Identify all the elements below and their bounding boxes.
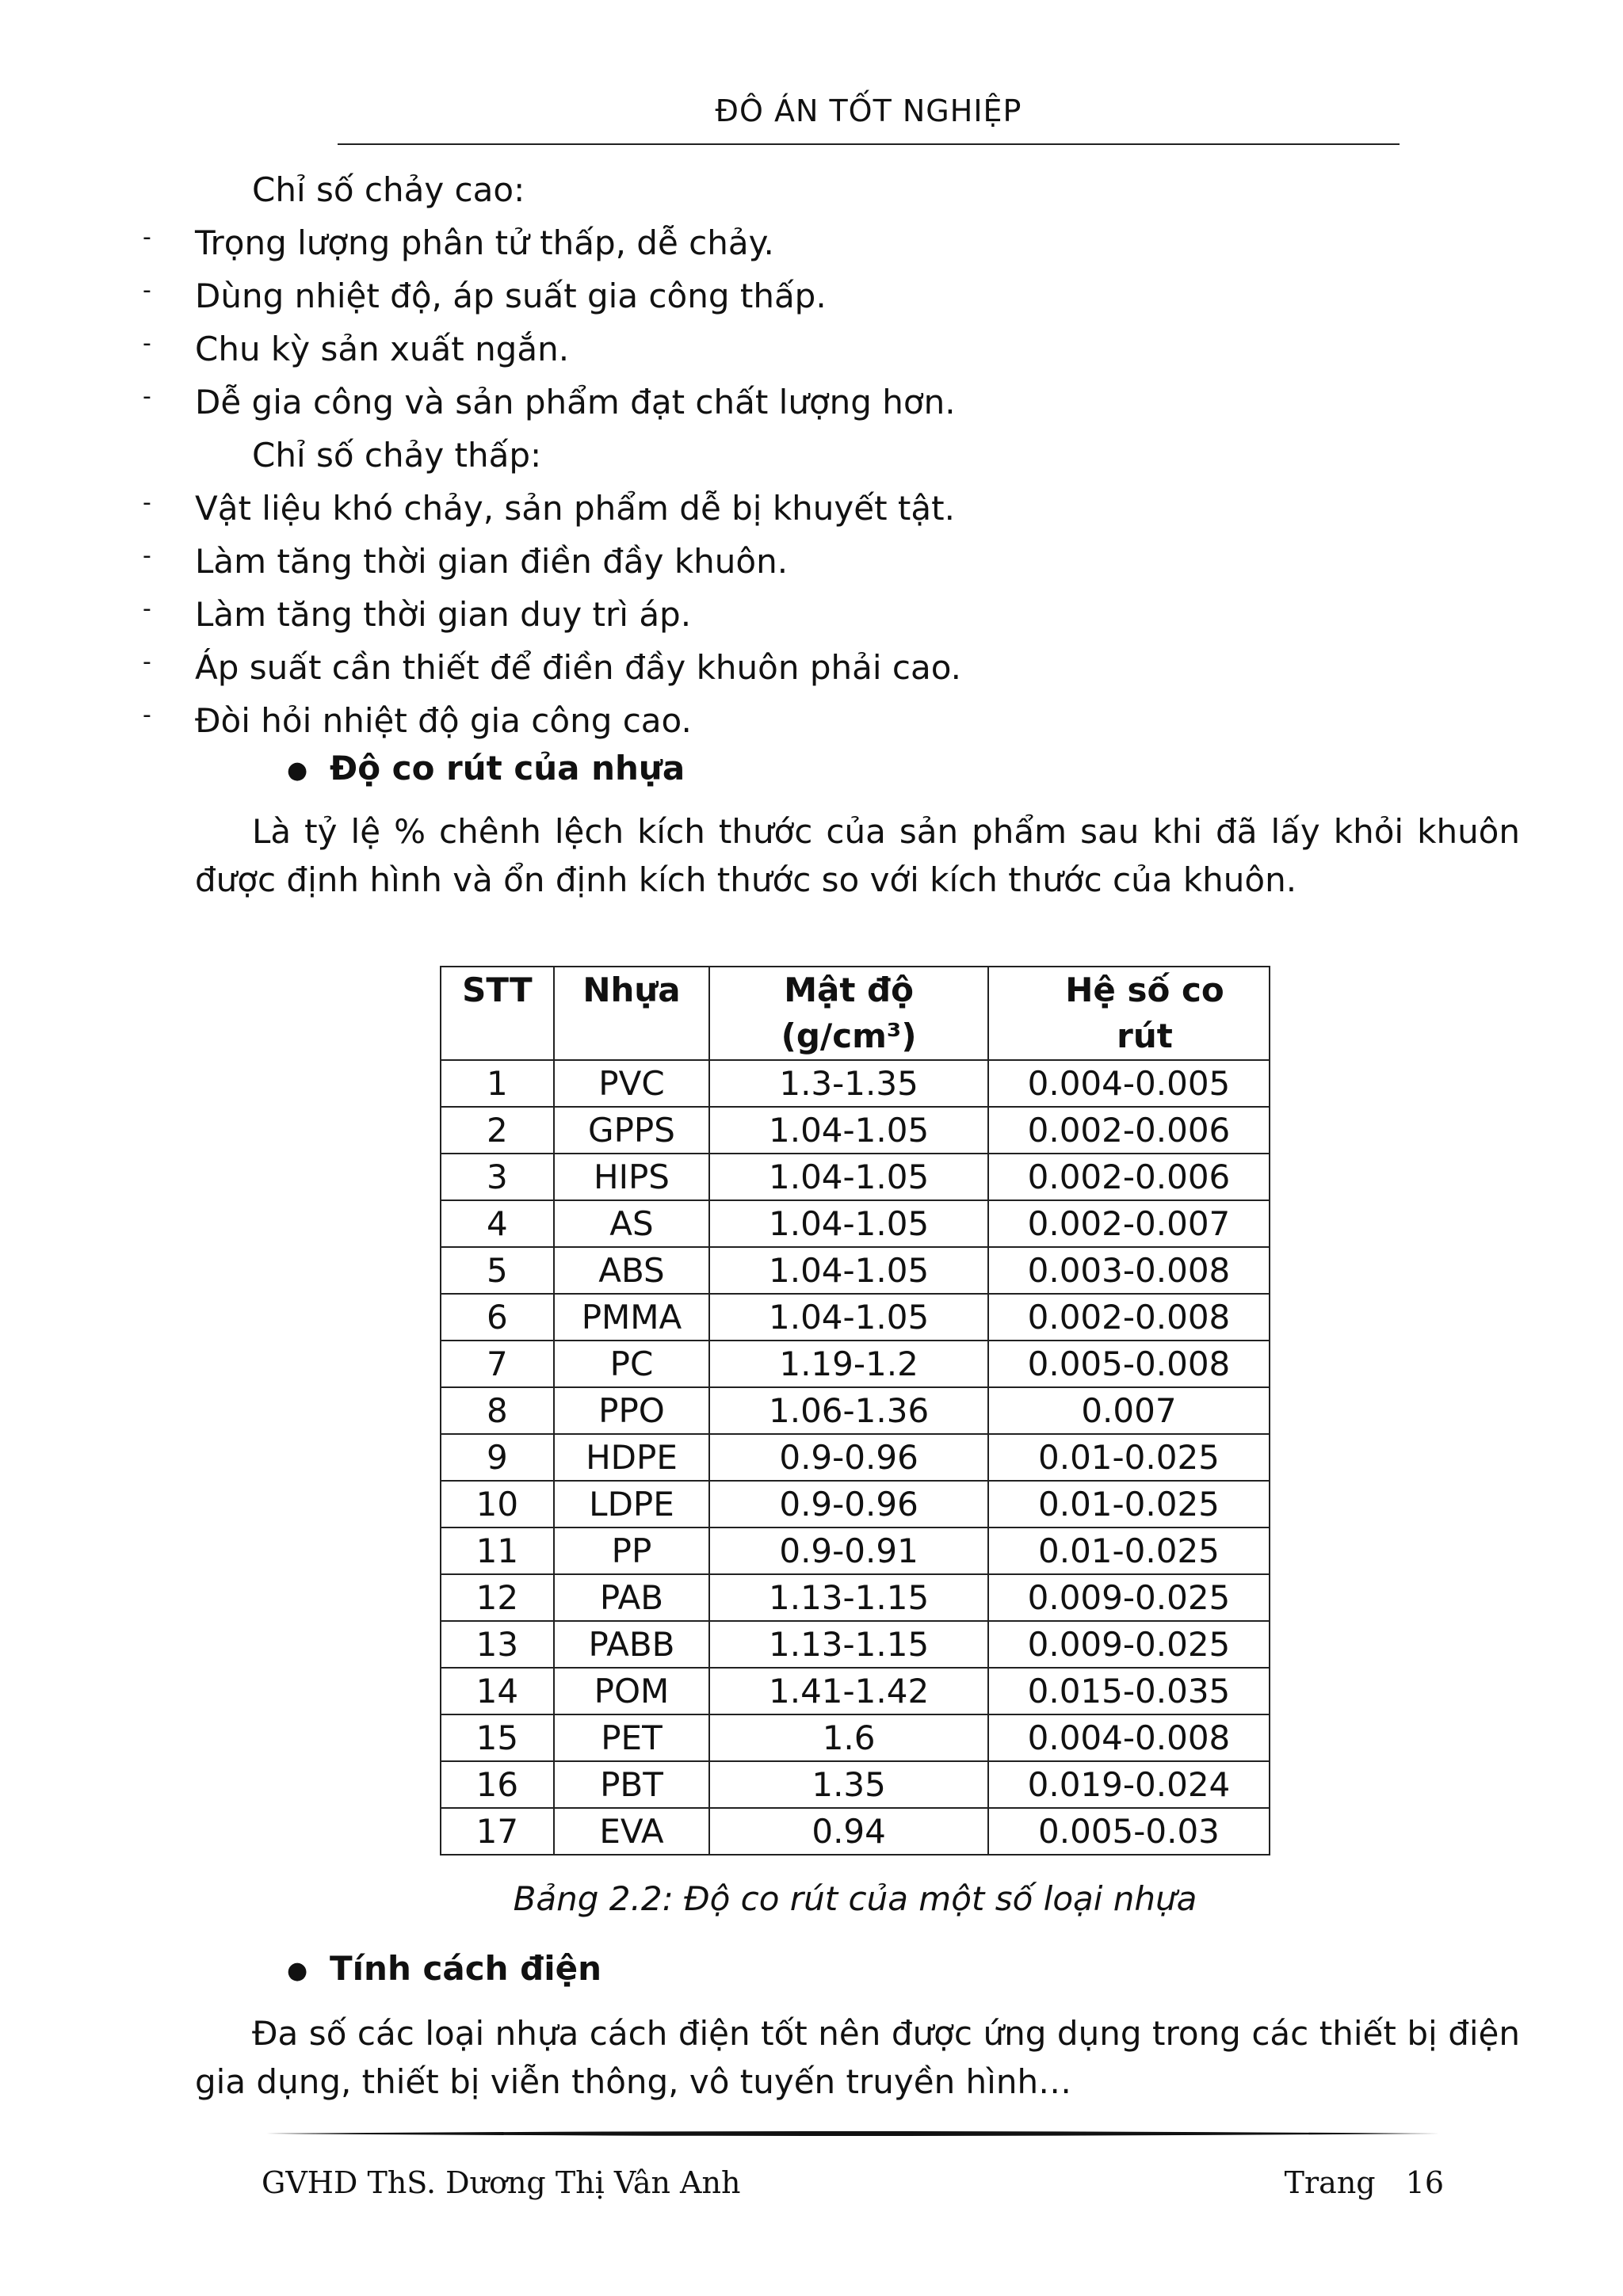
table-cell: 0.94 <box>709 1808 988 1855</box>
dash-marker: - <box>143 489 151 517</box>
paragraph-text: Là tỷ lệ % chênh lệch kích thước của sản phẩm sau khi đã lấy khỏi khuôn được định hình và ổn định kích thước so với kích thước của khuôn. <box>195 812 1520 899</box>
list-item-text: Vật liệu khó chảy, sản phẩm dễ bị khuyết tật. <box>195 489 955 528</box>
list-item-text: Dùng nhiệt độ, áp suất gia công thấp. <box>195 277 827 315</box>
table-cell: 4 <box>441 1200 554 1247</box>
table-cell: 1.04-1.05 <box>709 1200 988 1247</box>
column-header: Hệ số co rút <box>988 967 1270 1060</box>
footer-rule <box>266 2131 1439 2136</box>
table-row <box>441 1387 1270 1434</box>
list-item-text: Áp suất cần thiết để điền đầy khuôn phải cao. <box>195 648 962 687</box>
dash-marker: - <box>143 701 151 729</box>
paragraph-text: Đa số các loại nhựa cách điện tốt nên được ứng dụng trong các thiết bị điện gia dụng, thiết bị viễn thông, vô tuyến truyền hình… <box>195 2014 1520 2101</box>
list-item-text: Trọng lượng phân tử thấp, dễ chảy. <box>195 223 774 262</box>
table-cell: PET <box>554 1714 710 1761</box>
table-cell: 1.3-1.35 <box>709 1060 988 1107</box>
table-cell: 0.005-0.03 <box>988 1808 1270 1855</box>
table-cell: 0.004-0.008 <box>988 1714 1270 1761</box>
table-cell: 0.01-0.025 <box>988 1481 1270 1527</box>
section-heading: Độ co rút của nhựa <box>330 749 685 788</box>
table-cell: 8 <box>441 1387 554 1434</box>
page-number: 16 <box>1405 2165 1444 2200</box>
table-cell: 6 <box>441 1294 554 1341</box>
dash-marker: - <box>143 595 151 623</box>
table-cell: 1.19-1.2 <box>709 1341 988 1387</box>
list-item-text: Dễ gia công và sản phẩm đạt chất lượng hơn. <box>195 383 956 421</box>
table-cell: 1.04-1.05 <box>709 1154 988 1200</box>
dash-marker: - <box>143 383 151 410</box>
table-row <box>441 1060 1270 1107</box>
table-row <box>441 1434 1270 1481</box>
table-cell: AS <box>554 1200 710 1247</box>
column-header: Mật độ (g/cm³) <box>709 967 988 1060</box>
table-cell: 0.009-0.025 <box>988 1621 1270 1668</box>
table-body <box>441 1060 1270 1855</box>
footer-page <box>1285 2165 1444 2200</box>
dash-marker: - <box>143 277 151 304</box>
table-row <box>441 1154 1270 1200</box>
table-cell: 5 <box>441 1247 554 1294</box>
table-cell: 1.6 <box>709 1714 988 1761</box>
table-row <box>441 1621 1270 1668</box>
table-cell: 10 <box>441 1481 554 1527</box>
table-cell: 1.06-1.36 <box>709 1387 988 1434</box>
page-label: Trang <box>1284 2165 1376 2200</box>
table-header-row <box>441 967 1270 1060</box>
table-cell: PMMA <box>554 1294 710 1341</box>
table-caption: Bảng 2.2: Độ co rút của một số loại nhựa <box>513 1879 1197 1918</box>
insulation-paragraph <box>195 2009 1520 2106</box>
table-cell: 0.004-0.005 <box>988 1060 1270 1107</box>
dash-marker: - <box>143 648 151 676</box>
table-cell: 0.9-0.96 <box>709 1481 988 1527</box>
table-cell: 0.002-0.006 <box>988 1154 1270 1200</box>
table-cell: 0.007 <box>988 1387 1270 1434</box>
table-cell: 9 <box>441 1434 554 1481</box>
table-cell: 0.01-0.025 <box>988 1527 1270 1574</box>
table-row <box>441 1761 1270 1808</box>
table-cell: 0.019-0.024 <box>988 1761 1270 1808</box>
table-row <box>441 1107 1270 1154</box>
table-cell: 0.9-0.91 <box>709 1527 988 1574</box>
table-cell: 1.04-1.05 <box>709 1294 988 1341</box>
table-row <box>441 1294 1270 1341</box>
shrinkage-paragraph <box>195 807 1520 904</box>
flow-low-heading: Chỉ số chảy thấp: <box>252 436 542 475</box>
table-cell: ABS <box>554 1247 710 1294</box>
table-cell: PBT <box>554 1761 710 1808</box>
column-header: STT <box>441 967 554 1060</box>
table-cell: 1 <box>441 1060 554 1107</box>
table-cell: 1.04-1.05 <box>709 1247 988 1294</box>
table-cell: 11 <box>441 1527 554 1574</box>
flow-high-heading: Chỉ số chảy cao: <box>252 170 525 209</box>
footer-advisor: GVHD ThS. Dương Thị Vân Anh <box>262 2165 741 2200</box>
table-row <box>441 1527 1270 1574</box>
table-cell: 2 <box>441 1107 554 1154</box>
shrinkage-table <box>440 966 1270 1855</box>
table-cell: 0.003-0.008 <box>988 1247 1270 1294</box>
table-cell: PC <box>554 1341 710 1387</box>
table-row <box>441 1481 1270 1527</box>
bullet-icon: ● <box>287 757 308 784</box>
table-cell: 1.41-1.42 <box>709 1668 988 1714</box>
table-cell: PAB <box>554 1574 710 1621</box>
table-cell: 0.015-0.035 <box>988 1668 1270 1714</box>
table-cell: PABB <box>554 1621 710 1668</box>
table-row <box>441 1714 1270 1761</box>
header-title: ĐÔ ÁN TỐT NGHIỆP <box>715 93 1022 128</box>
table-cell: 0.01-0.025 <box>988 1434 1270 1481</box>
table-row <box>441 1808 1270 1855</box>
table-row <box>441 1668 1270 1714</box>
table-cell: PPO <box>554 1387 710 1434</box>
table-row <box>441 1574 1270 1621</box>
list-item-text: Làm tăng thời gian điền đầy khuôn. <box>195 542 789 581</box>
table-cell: 1.35 <box>709 1761 988 1808</box>
dash-marker: - <box>143 330 151 357</box>
table-cell: 17 <box>441 1808 554 1855</box>
dash-marker: - <box>143 542 151 570</box>
list-item-text: Làm tăng thời gian duy trì áp. <box>195 595 692 634</box>
dash-marker: - <box>143 223 151 251</box>
table-cell: 3 <box>441 1154 554 1200</box>
table-cell: 7 <box>441 1341 554 1387</box>
table-cell: PVC <box>554 1060 710 1107</box>
header-rule <box>338 143 1400 145</box>
table-row <box>441 1200 1270 1247</box>
list-item-text: Chu kỳ sản xuất ngắn. <box>195 330 570 368</box>
table-cell: 16 <box>441 1761 554 1808</box>
table-cell: GPPS <box>554 1107 710 1154</box>
table-row <box>441 1341 1270 1387</box>
table-cell: HDPE <box>554 1434 710 1481</box>
table-cell: 12 <box>441 1574 554 1621</box>
table-cell: 0.002-0.006 <box>988 1107 1270 1154</box>
table-cell: EVA <box>554 1808 710 1855</box>
table-cell: 0.002-0.008 <box>988 1294 1270 1341</box>
table-row <box>441 1247 1270 1294</box>
table-cell: 0.005-0.008 <box>988 1341 1270 1387</box>
table-cell: 13 <box>441 1621 554 1668</box>
table-cell: 0.002-0.007 <box>988 1200 1270 1247</box>
table-cell: 1.04-1.05 <box>709 1107 988 1154</box>
column-header: Nhựa <box>554 967 710 1060</box>
table-cell: 14 <box>441 1668 554 1714</box>
table-cell: 0.009-0.025 <box>988 1574 1270 1621</box>
section-heading: Tính cách điện <box>330 1949 601 1988</box>
list-item-text: Đòi hỏi nhiệt độ gia công cao. <box>195 701 692 740</box>
table-cell: POM <box>554 1668 710 1714</box>
table-cell: 1.13-1.15 <box>709 1621 988 1668</box>
table-cell: LDPE <box>554 1481 710 1527</box>
table-cell: PP <box>554 1527 710 1574</box>
table-cell: 15 <box>441 1714 554 1761</box>
bullet-icon: ● <box>287 1957 308 1985</box>
table-cell: HIPS <box>554 1154 710 1200</box>
table-cell: 1.13-1.15 <box>709 1574 988 1621</box>
table-cell: 0.9-0.96 <box>709 1434 988 1481</box>
